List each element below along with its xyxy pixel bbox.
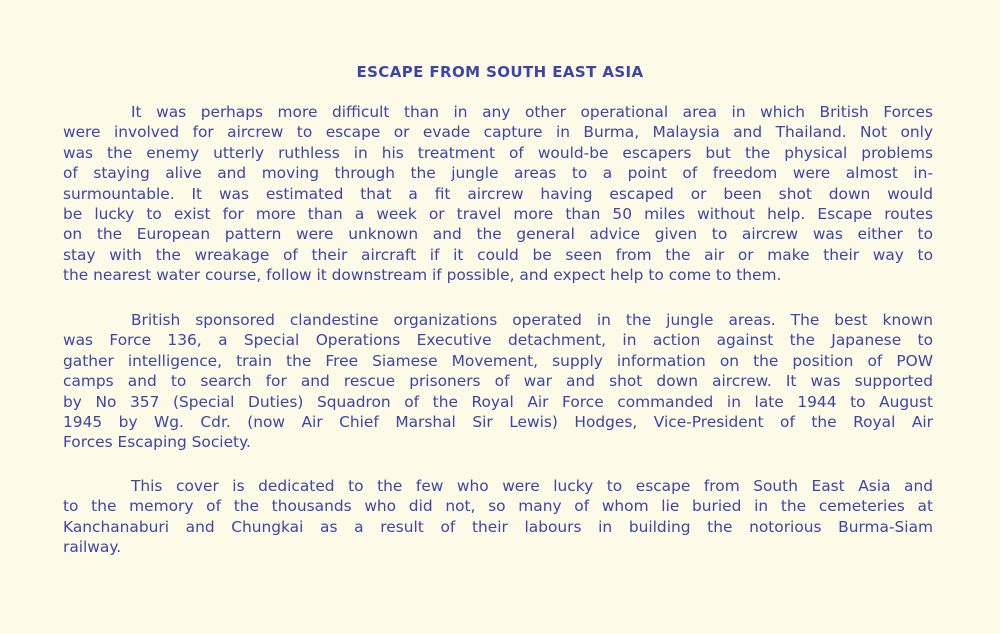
text-line: gather intelligence, train the Free Siamese Movement, supply information on the position of POW: [63, 351, 933, 370]
text-line: British sponsored clandestine organizations operated in the jungle areas. The best known: [131, 311, 933, 329]
text-line: Kanchanaburi and Chungkai as a result of their labours in building the notorious Burma-Siam: [63, 517, 933, 536]
text-line: It was perhaps more difficult than in any other operational area in which British Forces: [131, 103, 933, 121]
text-line: 1945 by Wg. Cdr. (now Air Chief Marshal Sir Lewis) Hodges, Vice-President of the Royal Air: [63, 412, 933, 431]
text-line: railway.: [63, 538, 122, 557]
text-line: was Force 136, a Special Operations Executive detachment, in action against the Japanese to: [63, 331, 933, 350]
paragraph-dedication: [63, 476, 933, 558]
text-line: be lucky to exist for more than a week or travel more than 50 miles without help. Escape routes: [63, 204, 933, 223]
text-line: on the European pattern were unknown and the general advice given to aircrew was either to: [63, 225, 933, 244]
document-title: ESCAPE FROM SOUTH EAST ASIA: [356, 63, 644, 81]
paragraph-force-136: [63, 310, 933, 453]
text-line: camps and to search for and rescue prisoners of war and shot down aircrew. It was supported: [63, 372, 933, 391]
text-line: the nearest water course, follow it downstream if possible, and expect help to come to them.: [63, 266, 782, 285]
text-line: stay with the wreakage of their aircraft if it could be seen from the air or make their way to: [63, 245, 933, 264]
text-line: Forces Escaping Society.: [63, 433, 251, 452]
paragraph-escape-difficulty: [63, 102, 933, 286]
text-line: was the enemy utterly ruthless in his treatment of would-be escapers but the physical problems: [63, 143, 933, 162]
text-line: surmountable. It was estimated that a fit aircrew having escaped or been shot down would: [63, 184, 933, 203]
text-line: were involved for aircrew to escape or evade capture in Burma, Malaysia and Thailand. Not only: [63, 123, 933, 142]
text-line: to the memory of the thousands who did not, so many of whom lie buried in the cemeteries at: [63, 497, 933, 516]
text-line: by No 357 (Special Duties) Squadron of the Royal Air Force commanded in late 1944 to August: [63, 392, 933, 411]
text-line: of staying alive and moving through the jungle areas to a point of freedom were almost in-: [63, 164, 933, 183]
text-line: This cover is dedicated to the few who were lucky to escape from South East Asia and: [131, 477, 933, 495]
